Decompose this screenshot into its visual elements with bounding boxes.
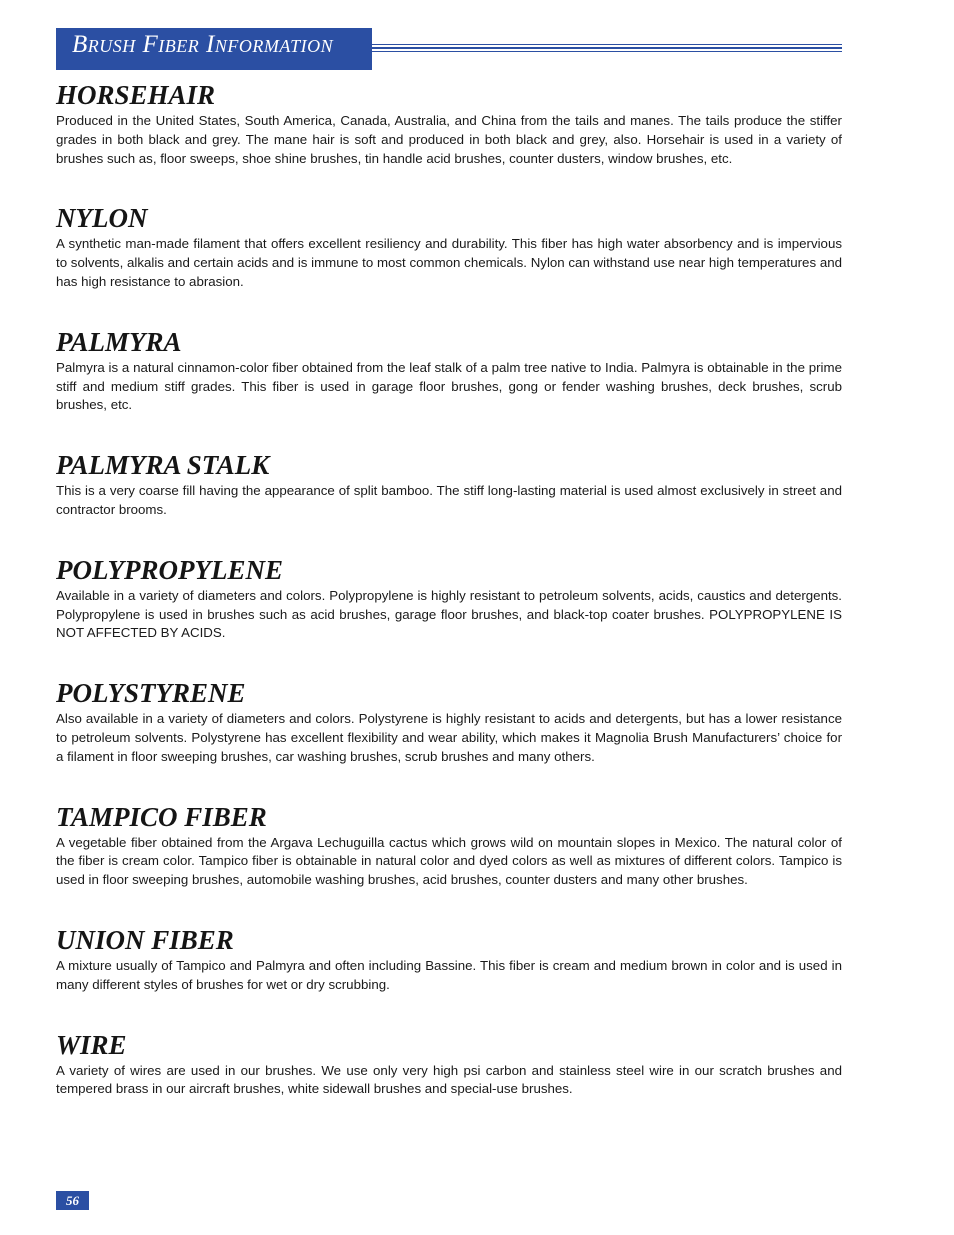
section-title: POLYPROPYLENE [56, 554, 283, 585]
section-title: WIRE [56, 1029, 127, 1060]
page-number: 56 [56, 1191, 89, 1210]
page-header-title [56, 28, 372, 70]
section-body: Produced in the United States, South America, Canada, Australia, and China from the tails and manes. The tails produce the stiffer grades in both black and grey. The mane hair is soft and produced in both black and grey, also. Horsehair is used in a variety of brushes such as, floor sweeps, shoe shine brushes, tin handle acid brushes, counter dusters, window brushes, etc. [56, 113, 842, 166]
section-nylon [56, 201, 842, 291]
section-horsehair [56, 78, 842, 168]
section-title: PALMYRA STALK [56, 450, 270, 481]
section-palmyra [56, 325, 842, 415]
section-title: UNION FIBER [56, 924, 234, 955]
section-union-fiber [56, 923, 842, 995]
section-body: A variety of wires are used in our brushes. We use only very high psi carbon and stainless steel wire in our scratch brushes and tempered brass in our aircraft brushes, white sidewall brushes and special-use brushes. [56, 1062, 842, 1097]
section-body: Also available in a variety of diameters and colors. Polystyrene is highly resistant to acids and detergents, but has a lower resistance to petroleum solvents. Polystyrene has excellent flexibility and wear ability, which makes it Magnolia Brush Manufacturers’ choice for a filament in floor sweeping brushes, car washing brushes, scrub brushes and many others. [56, 711, 842, 764]
fiber-list [56, 78, 842, 1099]
header-rule-top [372, 44, 842, 45]
section-polypropylene [56, 553, 842, 643]
section-body: Palmyra is a natural cinnamon-color fiber obtained from the leaf stalk of a palm tree native to India. Palmyra is obtainable in the prime stiff and medium stiff grades. This fiber is used in garage floor brushes, gong or fender washing brushes, deck brushes, scrub brushes, etc. [56, 359, 842, 413]
section-body: Available in a variety of diameters and colors. Polypropylene is highly resistant to petroleum solvents, acids, caustics and detergents. Polypropylene is used in brushes such as acid brushes, garage floor brushes, and black-top coater brushes. POLYPROPYLENE IS NOT AFFECTED BY ACIDS. [56, 587, 842, 641]
header-rule-bottom [372, 51, 842, 52]
section-palmyra-stalk [56, 448, 842, 520]
section-polystyrene [56, 676, 842, 766]
section-body: This is a very coarse fill having the appearance of split bamboo. The stiff long-lasting material is used almost exclusively in street and contractor brooms. [56, 483, 842, 517]
section-body: A mixture usually of Tampico and Palmyra and often including Bassine. This fiber is cream and medium brown in color and is used in many different styles of brushes for wet or dry scrubbing. [56, 957, 842, 992]
section-wire [56, 1028, 842, 1100]
section-tampico-fiber [56, 800, 842, 890]
section-title: HORSEHAIR [56, 80, 216, 110]
section-body: A synthetic man-made filament that offers excellent resiliency and durability. This fiber has high water absorbency and is impervious to solvents, alkalis and certain acids and is immune to most common chemicals. Nylon can withstand use near high temperatures and has high resistance to abrasion. [56, 236, 842, 289]
header-rule-middle [372, 47, 842, 49]
section-body: A vegetable fiber obtained from the Argava Lechuguilla cactus which grows wild on mountain slopes in Mexico. The natural color of the fiber is cream color. Tampico fiber is obtainable in natural color and dyed colors as well as mixtures of different colors. Tampico is used in floor sweeping brushes, automobile washing brushes, acid brushes, counter dusters and many other brushes. [56, 834, 842, 888]
header-title-text: Brush Fiber Information [72, 31, 334, 58]
section-title: POLYSTYRENE [56, 678, 246, 709]
section-title: PALMYRA [56, 326, 182, 357]
section-title: TAMPICO FIBER [56, 801, 267, 832]
section-title: NYLON [56, 203, 148, 234]
